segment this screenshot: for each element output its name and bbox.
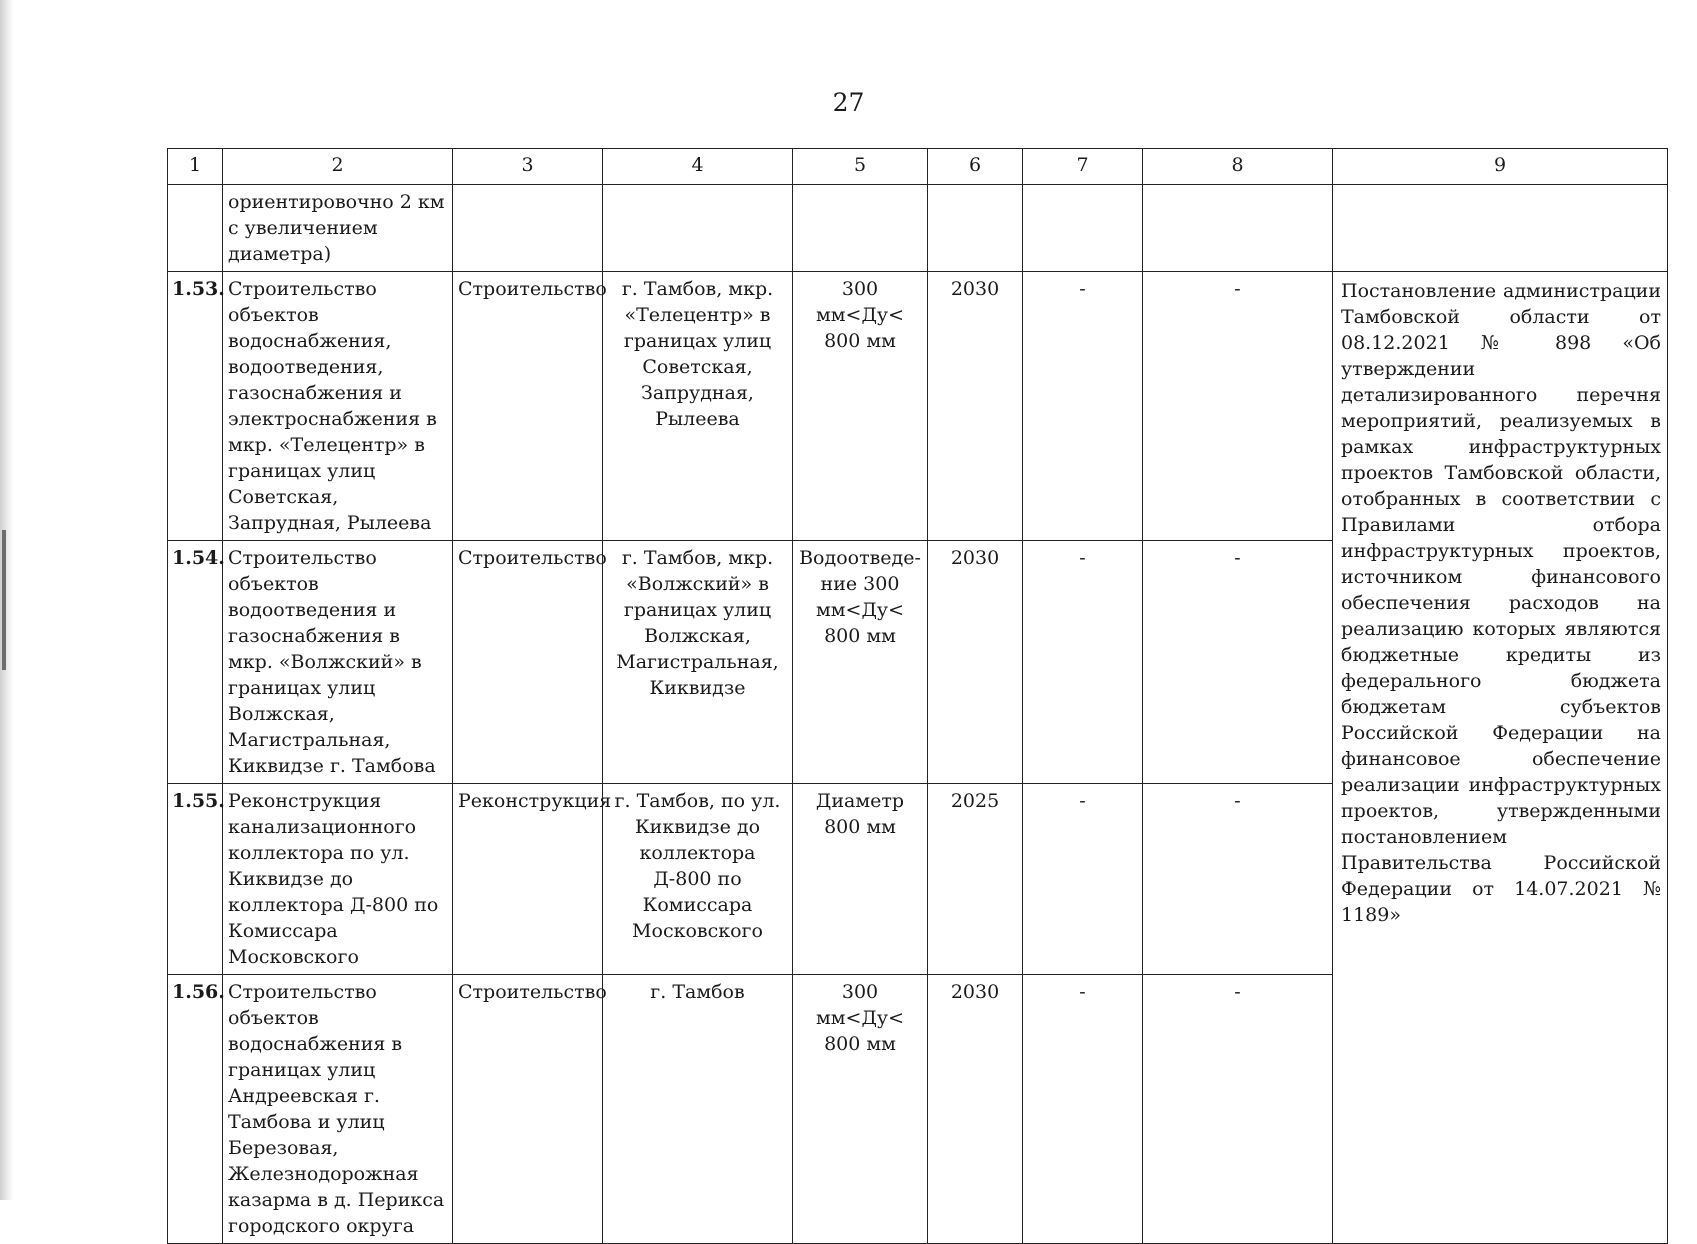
work-type: Строительство — [453, 272, 603, 541]
table-cell — [793, 185, 928, 272]
year: 2025 — [928, 784, 1023, 975]
parameters: 300 мм<Ду< 800 мм — [793, 975, 928, 1244]
year: 2030 — [928, 272, 1023, 541]
project-name: Строительство объектов водоотведения и газоснабжения в мкр. «Волжский» в границах улиц Волжская, Магистральная, Киквидзе г. Тамбова — [223, 541, 453, 784]
table-row — [168, 272, 1668, 541]
parameters: Водоотведе-ние 300 мм<Ду< 800 мм — [793, 541, 928, 784]
parameters: 300 мм<Ду< 800 мм — [793, 272, 928, 541]
column-8-value: - — [1143, 272, 1333, 541]
column-header: 1 — [168, 149, 223, 185]
scan-edge-mark — [2, 530, 6, 670]
legal-basis: Постановление администрации Тамбовской области от 08.12.2021 № 898 «Об утверждении детализированного перечня мероприятий, реализуемых в рамках инфраструктурных проектов Тамбовской области, отобранных в соответствии с Правилами отбора инфраструктурных проектов, источником финансового обеспечения расходов на реализацию которых являются бюджетные кредиты из федерального бюджета бюджетам субъектов Российской Федерации на финансовое обеспечение реализации инфраструктурных проектов, утвержденными постановлением Правительства Российской Федерации от 14.07.2021 № 1189» — [1333, 272, 1668, 1244]
column-number-row — [168, 149, 1668, 185]
continuation-row — [168, 185, 1668, 272]
column-7-value: - — [1023, 975, 1143, 1244]
table-cell — [603, 185, 793, 272]
column-header: 8 — [1143, 149, 1333, 185]
column-8-value: - — [1143, 784, 1333, 975]
location: г. Тамбов — [603, 975, 793, 1244]
year: 2030 — [928, 541, 1023, 784]
work-type: Реконструкция — [453, 784, 603, 975]
column-header: 2 — [223, 149, 453, 185]
column-header: 9 — [1333, 149, 1668, 185]
table-cell — [1143, 185, 1333, 272]
page-number: 27 — [832, 88, 865, 117]
column-8-value: - — [1143, 975, 1333, 1244]
location: г. Тамбов, мкр. «Волжский» в границах улиц Волжская, Магистральная, Киквидзе — [603, 541, 793, 784]
row-number: 1.56. — [168, 975, 223, 1244]
column-header: 6 — [928, 149, 1023, 185]
row-number: 1.55. — [168, 784, 223, 975]
column-header: 5 — [793, 149, 928, 185]
location: г. Тамбов, мкр. «Телецентр» в границах улиц Советская, Запрудная, Рылеева — [603, 272, 793, 541]
continuation-text: ориентировочно 2 км с увеличением диаметра) — [223, 185, 453, 272]
row-number: 1.54. — [168, 541, 223, 784]
table-cell — [1333, 185, 1668, 272]
table-cell — [168, 185, 223, 272]
row-number: 1.53. — [168, 272, 223, 541]
column-8-value: - — [1143, 541, 1333, 784]
column-header: 7 — [1023, 149, 1143, 185]
location: г. Тамбов, по ул. Киквидзе до коллектора Д-800 по Комиссара Московского — [603, 784, 793, 975]
project-name: Строительство объектов водоснабжения, водоотведения, газоснабжения и электроснабжения в мкр. «Телецентр» в границах улиц Советская, Запрудная, Рылеева — [223, 272, 453, 541]
work-type: Строительство — [453, 541, 603, 784]
column-7-value: - — [1023, 784, 1143, 975]
column-header: 3 — [453, 149, 603, 185]
column-7-value: - — [1023, 541, 1143, 784]
parameters: Диаметр 800 мм — [793, 784, 928, 975]
table-cell — [453, 185, 603, 272]
project-name: Реконструкция канализационного коллектора по ул. Киквидзе до коллектора Д-800 по Комиссара Московского — [223, 784, 453, 975]
project-name: Строительство объектов водоснабжения в границах улиц Андреевская г. Тамбова и улиц Березовая, Железнодорожная казарма в д. Перикса городского округа — [223, 975, 453, 1244]
table-cell — [928, 185, 1023, 272]
year: 2030 — [928, 975, 1023, 1244]
work-type: Строительство — [453, 975, 603, 1244]
table-cell — [1023, 185, 1143, 272]
column-header: 4 — [603, 149, 793, 185]
column-7-value: - — [1023, 272, 1143, 541]
projects-table — [167, 148, 1668, 1244]
